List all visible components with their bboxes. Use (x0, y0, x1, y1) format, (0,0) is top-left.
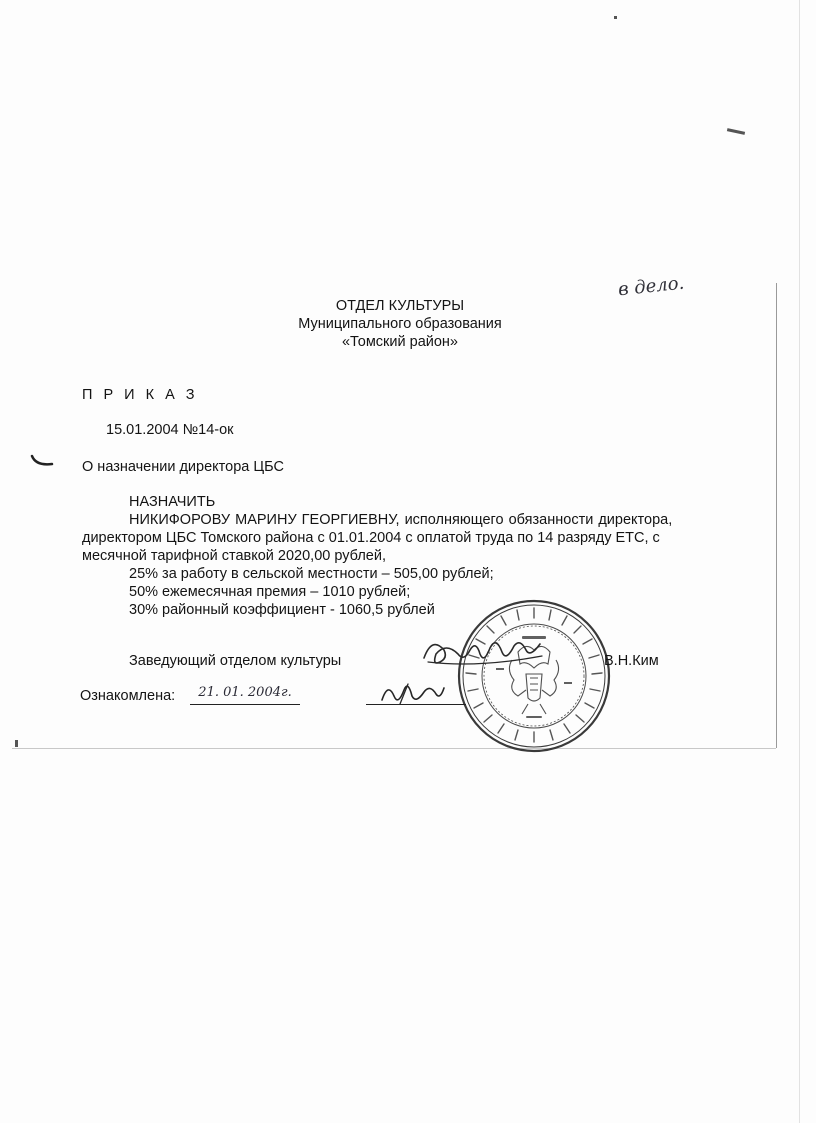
official-stamp (456, 598, 612, 754)
bonus-item: 30% районный коэффициент - 1060,5 рублей (129, 602, 435, 618)
director-signature (418, 628, 548, 674)
scan-speck (727, 128, 745, 135)
scan-speck (15, 740, 18, 747)
body-line: месячной тарифной ставкой 2020,00 рублей, (82, 548, 386, 564)
signer-position: Заведующий отделом культуры (129, 653, 342, 669)
header-district: «Томский район» (341, 334, 458, 350)
acknowledgement-signature (378, 676, 448, 710)
bracket-mark (30, 452, 56, 472)
body-line: НИКИФОРОВУ МАРИНУ ГЕОРГИЕВНУ, исполняющего обязанности директора, (129, 512, 673, 528)
bonus-item: 25% за работу в сельской местности – 505,00 рублей; (129, 566, 494, 582)
bonus-item: 50% ежемесячная премия – 1010 рублей; (129, 584, 411, 600)
scan-edge (799, 0, 800, 1123)
scan-speck (614, 16, 617, 19)
acknowledgement-label: Ознакомлена: (80, 688, 176, 704)
scan-edge-bottom (12, 748, 776, 749)
handwritten-note: в дело. (617, 272, 686, 301)
signer-name: В.Н.Ким (604, 653, 659, 669)
scan-edge-right (776, 283, 777, 748)
acknowledgement-date: 21. 01. 2004г. (190, 684, 300, 705)
order-title: П Р И К А З (82, 387, 199, 403)
order-subject: О назначении директора ЦБС (82, 459, 284, 475)
body-line: директором ЦБС Томского района с 01.01.2004 с оплатой труда по 14 разряду ЕТС, с (82, 530, 660, 546)
header-department: ОТДЕЛ КУЛЬТУРЫ (335, 298, 465, 314)
header-municipality: Муниципального образования (298, 316, 502, 332)
order-date-number: 15.01.2004 №14-ок (106, 422, 234, 438)
decree-verb: НАЗНАЧИТЬ (129, 494, 216, 510)
